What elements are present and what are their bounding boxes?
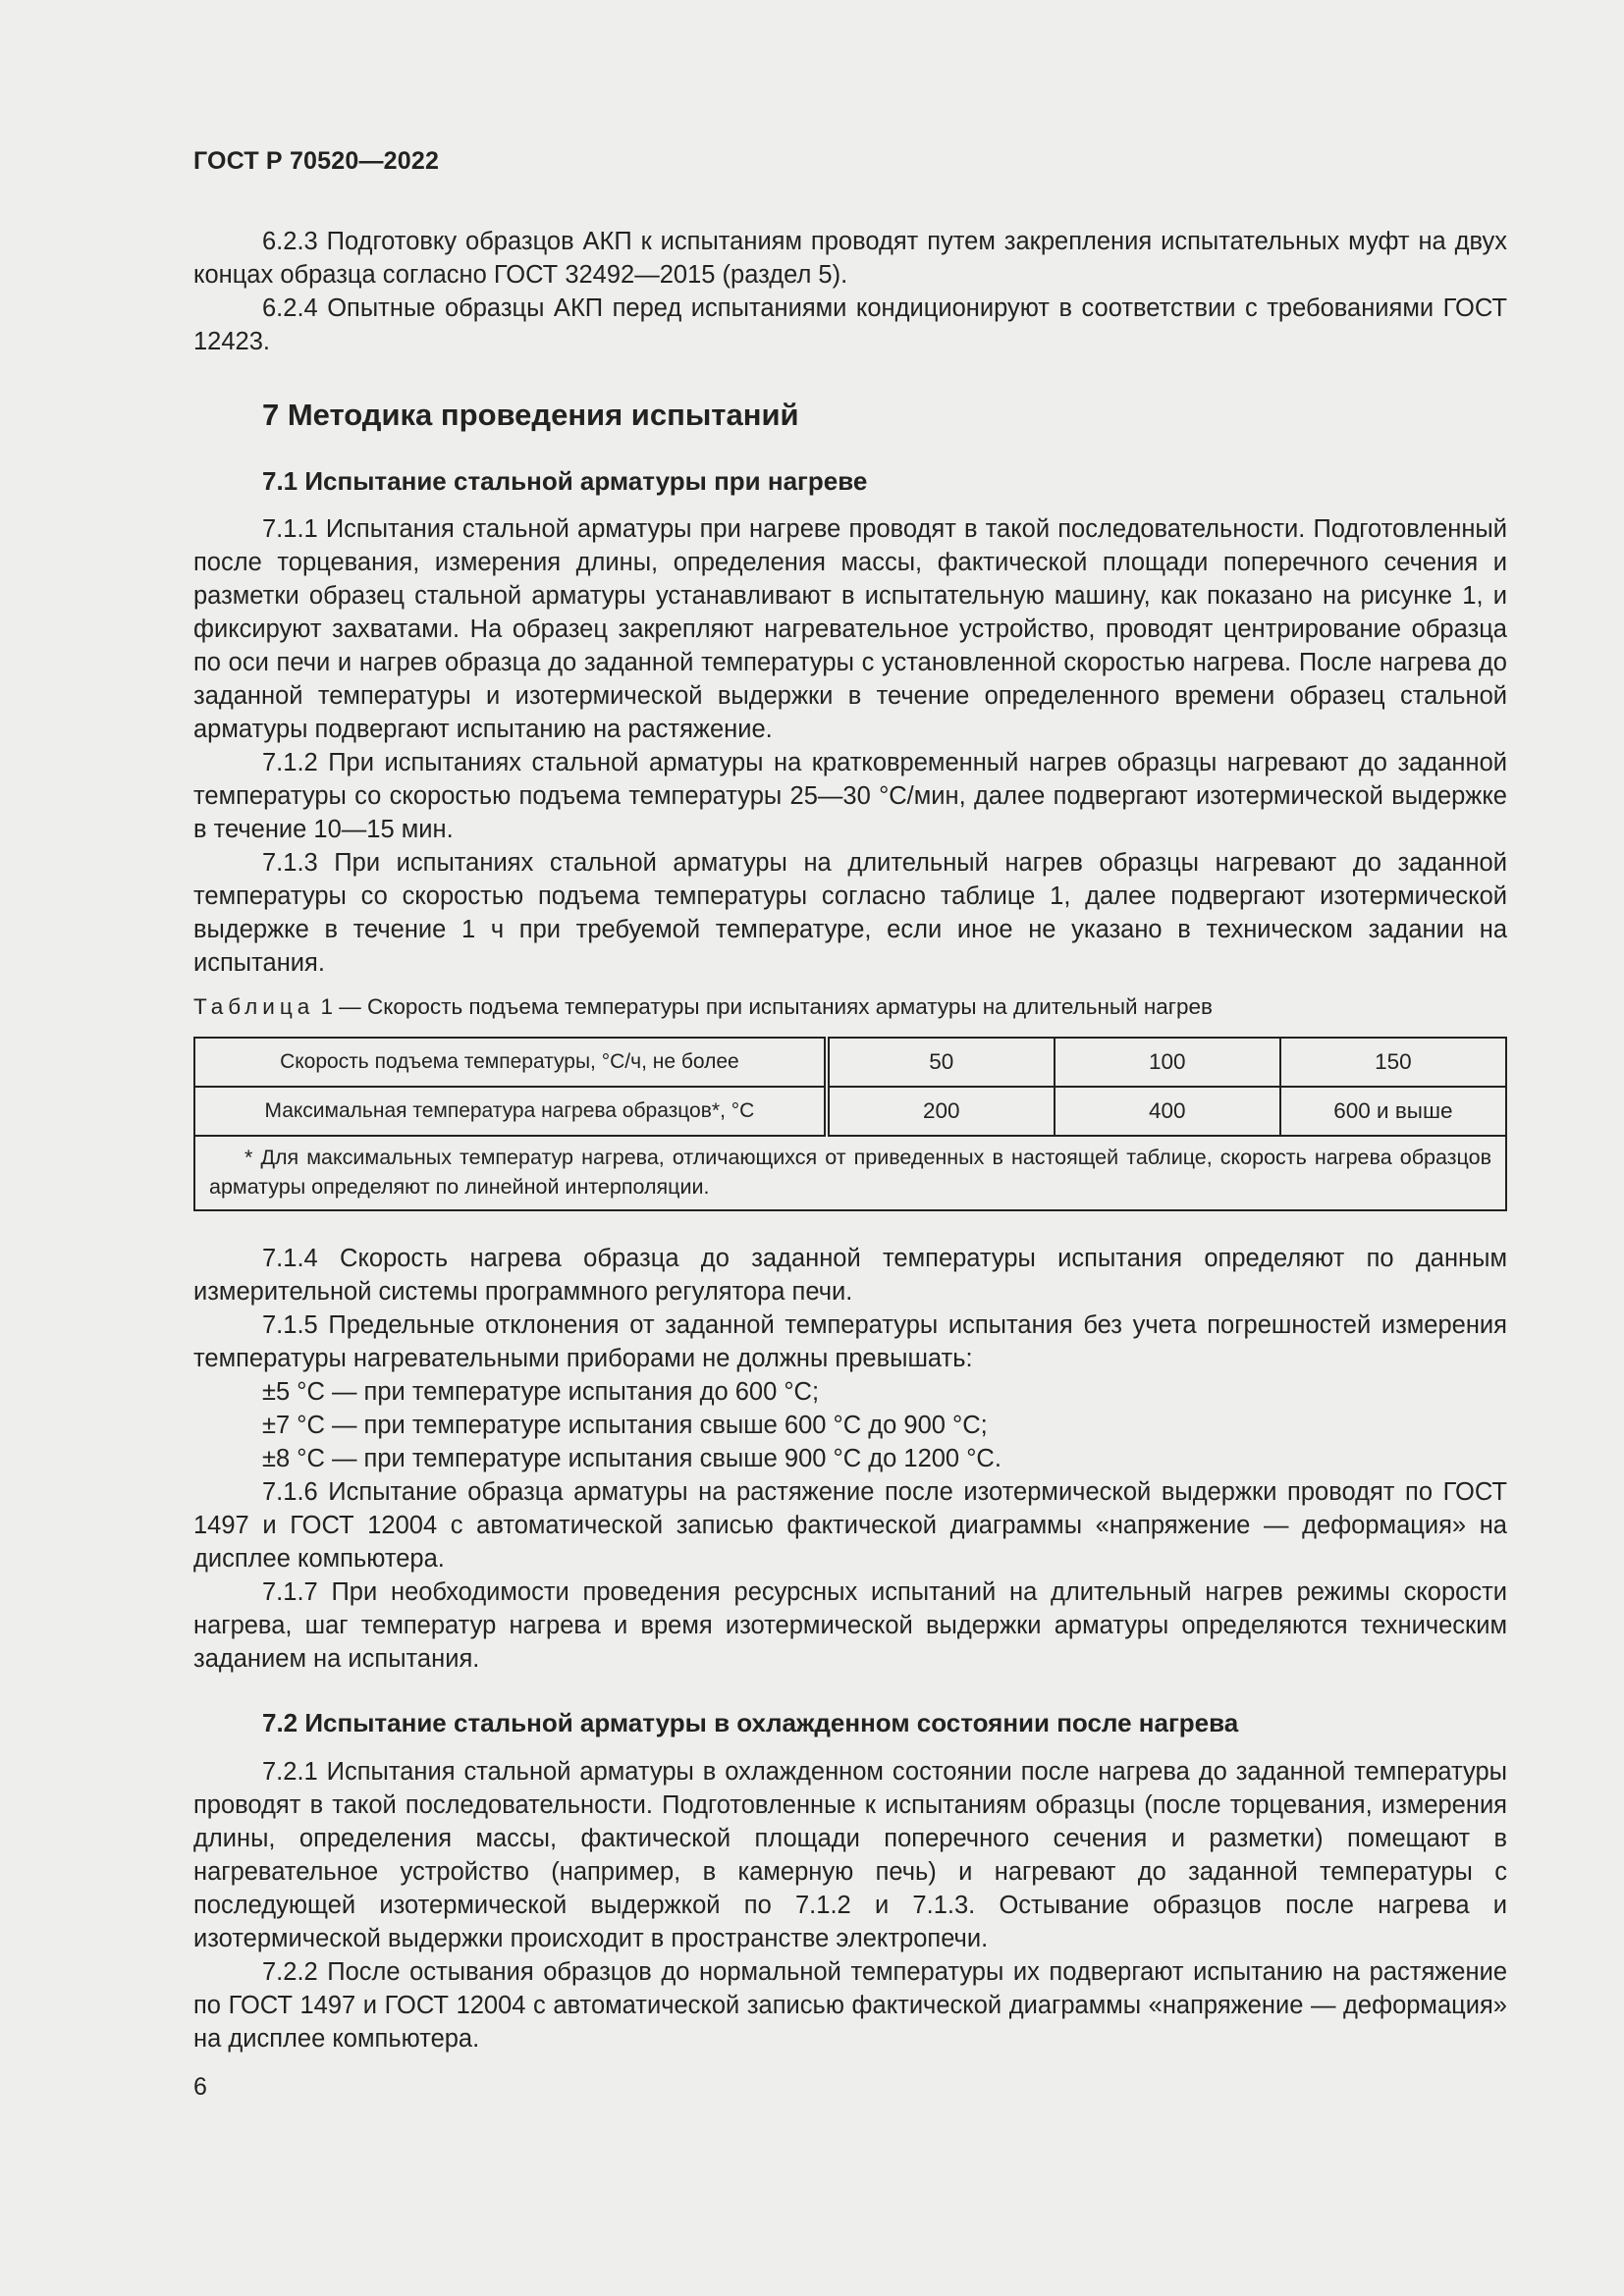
paragraph: 7.1.6 Испытание образца арматуры на растяжение после изотермической выдержки проводят по ГОСТ 1497 и ГОСТ 12004 с автоматической записью фактической диаграммы «напряжение — деформация» на дисплее компьютера. — [193, 1478, 1507, 1573]
table-row-label: Максимальная температура нагрева образцов*, °С — [194, 1087, 827, 1136]
text-block-7-1 — [193, 512, 1507, 980]
table-cell: 150 — [1280, 1038, 1506, 1087]
table-caption-text: 1 — Скорость подъема температуры при испытаниях арматуры на длительный нагрев — [314, 994, 1213, 1019]
table-cell: 50 — [827, 1038, 1055, 1087]
section-7-2-heading: 7.2 Испытание стальной арматуры в охлажденном состоянии после нагрева — [262, 1708, 1239, 1737]
section-7-1-heading: 7.1 Испытание стальной арматуры при нагреве — [262, 466, 868, 496]
paragraph: 7.1.3 При испытаниях стальной арматуры на длительный нагрев образцы нагревают до заданной температуры со скоростью подъема температуры согласно таблице 1, далее подвергают изотермической выдержке в течение 1 ч при требуемой температуре, если иное не указано в техническом задании на испытания. — [193, 849, 1507, 977]
paragraph: 7.2.2 После остывания образцов до нормальной температуры их подвергают испытанию на растяжение по ГОСТ 1497 и ГОСТ 12004 с автоматической записью фактической диаграммы «напряжение — деформация» на дисплее компьютера. — [193, 1958, 1507, 2053]
section-7-heading: 7 Методика проведения испытаний — [262, 398, 799, 432]
document-header: ГОСТ Р 70520—2022 — [193, 147, 440, 175]
paragraph: 7.2.1 Испытания стальной арматуры в охлажденном состоянии после нагрева до заданной температуры проводят в такой последовательности. Подготовленные к испытаниям образцы (после торцевания, измерения длины, определения массы, фактической площади поперечного сечения и разметки) помещают в нагревательное устройство (например, в камерную печь) и нагревают до заданной температуры с последующей изотермической выдержкой по 7.1.2 и 7.1.3. Остывание образцов после нагрева и изотермической выдержки происходит в пространстве электропечи. — [193, 1758, 1507, 1952]
text-block-7-1-cont — [193, 1242, 1507, 1676]
list-item: ±8 °С — при температуре испытания свыше 900 °С до 1200 °С. — [262, 1445, 1001, 1472]
table-note-text: * Для максимальных температур нагрева, отличающихся от приведенных в настоящей таблице, скорость нагрева образцов арматуры определяют по линейной интерполяции. — [209, 1146, 1491, 1199]
text-block-6-2 — [193, 225, 1507, 358]
table-row-label: Скорость подъема температуры, °С/ч, не более — [194, 1038, 827, 1087]
paragraph: 7.1.5 Предельные отклонения от заданной температуры испытания без учета погрешностей измерения температуры нагревательными приборами не должны превышать: — [193, 1311, 1507, 1372]
table-1 — [193, 1037, 1507, 1211]
table-row — [194, 1038, 1506, 1087]
table-caption-word: Таблица — [193, 994, 315, 1019]
paragraph: 7.1.2 При испытаниях стальной арматуры на кратковременный нагрев образцы нагревают до заданной температуры со скоростью подъема температуры 25—30 °С/мин, далее подвергают изотермической выдержке в течение 10—15 мин. — [193, 749, 1507, 843]
document-page — [193, 0, 1507, 2296]
table-note-row — [194, 1136, 1506, 1210]
list-item: ±7 °С — при температуре испытания свыше 600 °С до 900 °С; — [262, 1412, 988, 1439]
table-caption — [193, 994, 1213, 1020]
table-cell: 400 — [1055, 1087, 1280, 1136]
page-number: 6 — [193, 2073, 207, 2101]
table-cell: 600 и выше — [1280, 1087, 1506, 1136]
paragraph: 7.1.7 При необходимости проведения ресурсных испытаний на длительный нагрев режимы скорости нагрева, шаг температур нагрева и время изотермической выдержки арматуры определяются техническим заданием на испытания. — [193, 1578, 1507, 1673]
table-cell: 200 — [827, 1087, 1055, 1136]
paragraph: 7.1.1 Испытания стальной арматуры при нагреве проводят в такой последовательности. Подготовленный после торцевания, измерения длины, определения массы, фактической площади поперечного сечения и разметки образец стальной арматуры устанавливают в испытательную машину, как показано на рисунке 1, и фиксируют захватами. На образец закрепляют нагревательное устройство, проводят центрирование образца по оси печи и нагрев образца до заданной температуры с установленной скоростью нагрева. После нагрева до заданной температуры и изотермической выдержки в течение определенного времени образец стальной арматуры подвергают испытанию на растяжение. — [193, 515, 1507, 743]
list-item: ±5 °С — при температуре испытания до 600 °С; — [262, 1378, 820, 1406]
text-block-7-2 — [193, 1755, 1507, 2056]
paragraph: 7.1.4 Скорость нагрева образца до заданной температуры испытания определяют по данным измерительной системы программного регулятора печи. — [193, 1245, 1507, 1306]
table-row — [194, 1087, 1506, 1136]
paragraph: 6.2.4 Опытные образцы АКП перед испытаниями кондиционируют в соответствии с требованиями ГОСТ 12423. — [193, 294, 1507, 355]
paragraph: 6.2.3 Подготовку образцов АКП к испытаниям проводят путем закрепления испытательных муфт на двух концах образца согласно ГОСТ 32492—2015 (раздел 5). — [193, 228, 1507, 289]
table-cell: 100 — [1055, 1038, 1280, 1087]
table-note — [194, 1136, 1506, 1210]
